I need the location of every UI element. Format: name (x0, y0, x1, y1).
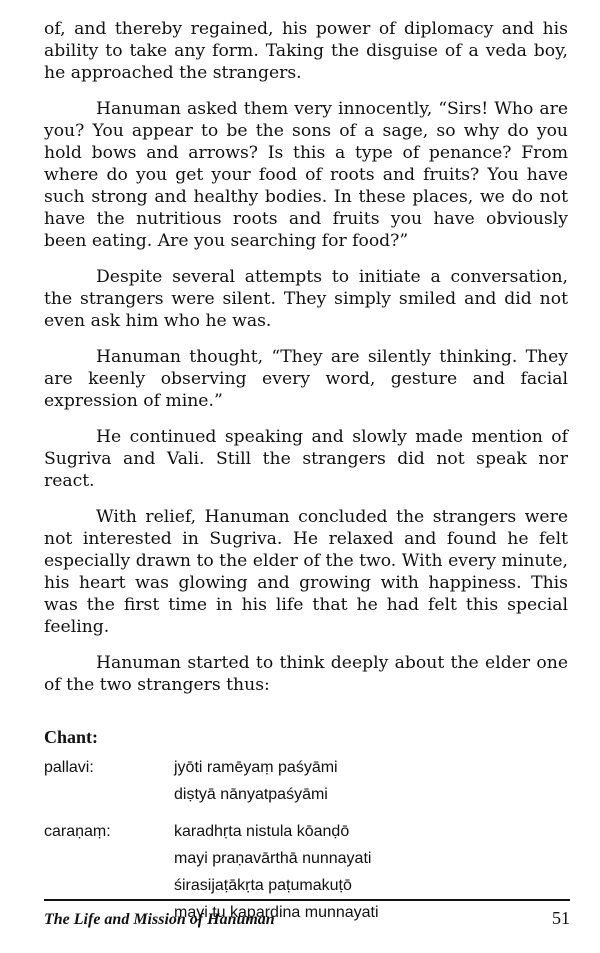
pallavi-line: diṣtyā nānyatpaśyāmi (174, 786, 328, 803)
caranam-label: caraṇaṃ: (44, 823, 111, 840)
page-number: 51 (552, 908, 570, 928)
pallavi-label: pallavi: (44, 759, 94, 776)
chant-pallavi (44, 754, 568, 808)
chant-title: Chant: (44, 727, 99, 747)
running-title: The Life and Mission of Hanuman (44, 911, 275, 928)
page-body (44, 18, 568, 936)
pallavi-lines (174, 754, 338, 808)
page-footer (44, 908, 570, 929)
caranam-line: mayi tu kapardina munnayati (174, 904, 379, 921)
paragraph-1: of, and thereby regained, his power of diplomacy and his ability to take any form. Taking the disguise of a veda boy, he approached the strangers. (44, 19, 568, 83)
paragraph-7: Hanuman started to think deeply about the elder one of the two strangers thus: (44, 653, 568, 695)
paragraph-2: Hanuman asked them very innocently, “Sirs! Who are you? You appear to be the sons of a sage, so why do you hold bows and arrows? Is this a type of penance? From where do you get your food of roots and fruits? You have such strong and healthy bodies. In these places, we do not have the nutritious roots and fruits you have obviously been eating. Are you searching for food?” (44, 99, 568, 251)
footer-divider (44, 899, 570, 901)
caranam-line: śirasijaṭākṛta paṭumakuṭō (174, 877, 352, 894)
paragraph-6: With relief, Hanuman concluded the strangers were not interested in Sugriva. He relaxed and found he felt especially drawn to the elder of the two. With every minute, his heart was glowing and growing with happiness. This was the first time in his life that he had felt this special feeling. (44, 507, 568, 637)
caranam-line: mayi praṇavārthā nunnayati (174, 850, 372, 867)
paragraph-4: Hanuman thought, “They are silently thinking. They are keenly observing every word, gesture and facial expression of mine.” (44, 347, 568, 411)
paragraph-3: Despite several attempts to initiate a conversation, the strangers were silent. They simply smiled and did not even ask him who he was. (44, 267, 568, 331)
paragraph-5: He continued speaking and slowly made mention of Sugriva and Vali. Still the strangers did not speak nor react. (44, 427, 568, 491)
pallavi-line: jyōti ramēyaṃ paśyāmi (174, 759, 338, 776)
caranam-line: karadhṛta nistula kōanḍō (174, 823, 350, 840)
